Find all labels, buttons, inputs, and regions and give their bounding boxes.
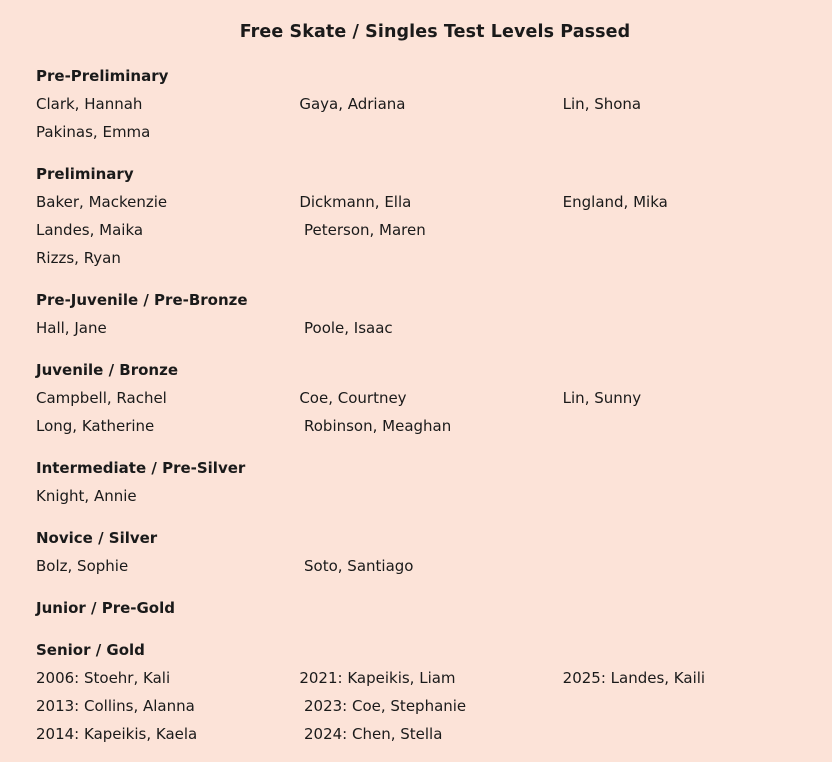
skater-name: 2014: Kapeikis, Kaela <box>36 725 198 743</box>
name-row <box>36 244 826 272</box>
name-row <box>36 188 826 216</box>
skater-name: 2023: Coe, Stephanie <box>304 697 467 715</box>
page-title: Free Skate / Singles Test Levels Passed <box>239 22 631 42</box>
skater-name: Clark, Hannah <box>36 95 143 113</box>
skater-name: 2013: Collins, Alanna <box>36 697 195 715</box>
section-heading: Junior / Pre-Gold <box>36 599 175 617</box>
skater-name: Long, Katherine <box>36 417 155 435</box>
skater-name: Campbell, Rachel <box>36 389 167 407</box>
name-row <box>36 314 826 342</box>
section-novice <box>36 524 826 580</box>
name-row <box>36 664 826 692</box>
name-row <box>36 482 826 510</box>
skater-name: Robinson, Meaghan <box>304 417 452 435</box>
skater-name: Lin, Sunny <box>562 389 642 407</box>
name-row <box>36 720 826 748</box>
section-preliminary <box>36 160 826 272</box>
skater-name: Coe, Courtney <box>299 389 407 407</box>
section-heading: Senior / Gold <box>36 641 145 659</box>
section-heading: Preliminary <box>36 165 134 183</box>
name-row <box>36 118 826 146</box>
section-juvenile <box>36 356 826 440</box>
section-intermediate <box>36 454 826 510</box>
skater-name: 2021: Kapeikis, Liam <box>299 669 456 687</box>
skater-name: Soto, Santiago <box>304 557 414 575</box>
section-heading: Pre-Juvenile / Pre-Bronze <box>36 291 248 309</box>
skater-name: 2024: Chen, Stella <box>304 725 443 743</box>
section-pre-preliminary <box>36 62 826 146</box>
skater-name: Knight, Annie <box>36 487 137 505</box>
skater-name: Poole, Isaac <box>304 319 393 337</box>
skater-name: Landes, Maika <box>36 221 144 239</box>
section-senior <box>36 636 826 748</box>
skater-name: Peterson, Maren <box>304 221 426 239</box>
section-heading: Intermediate / Pre-Silver <box>36 459 246 477</box>
skater-name: Baker, Mackenzie <box>36 193 168 211</box>
skater-name: 2025: Landes, Kaili <box>562 669 706 687</box>
skater-name: Lin, Shona <box>562 95 642 113</box>
name-row <box>36 216 826 244</box>
section-pre-juvenile <box>36 286 826 342</box>
name-row <box>36 412 826 440</box>
levels-list <box>36 62 826 762</box>
section-heading: Juvenile / Bronze <box>36 361 178 379</box>
section-heading: Novice / Silver <box>36 529 158 547</box>
skater-name: Rizzs, Ryan <box>36 249 121 267</box>
section-heading: Pre-Preliminary <box>36 67 169 85</box>
skater-name: England, Mika <box>562 193 668 211</box>
section-junior <box>36 594 826 622</box>
skater-name: 2006: Stoehr, Kali <box>36 669 171 687</box>
name-row <box>36 90 826 118</box>
name-row <box>36 552 826 580</box>
skater-name: Gaya, Adriana <box>299 95 406 113</box>
name-row <box>36 692 826 720</box>
skater-name: Pakinas, Emma <box>36 123 151 141</box>
skater-name: Bolz, Sophie <box>36 557 129 575</box>
skater-name: Dickmann, Ella <box>299 193 412 211</box>
skater-name: Hall, Jane <box>36 319 107 337</box>
name-row <box>36 384 826 412</box>
